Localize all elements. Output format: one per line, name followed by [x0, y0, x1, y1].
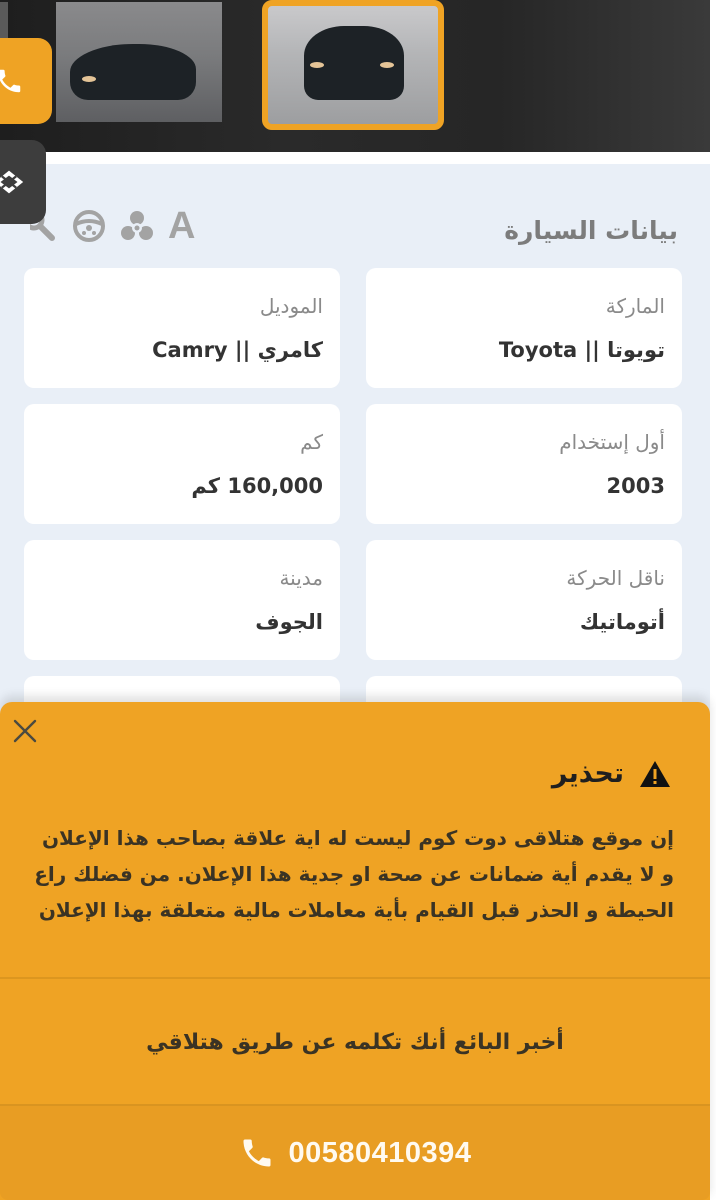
car-headlight [82, 76, 96, 82]
field-label: الماركة [605, 294, 665, 318]
steering-wheel-icon [72, 209, 106, 243]
field-card-model [24, 268, 340, 388]
image-gallery [0, 0, 710, 152]
field-card-first-use [366, 404, 682, 524]
section-title: بيانات السيارة [504, 216, 678, 245]
fan-icon [120, 209, 154, 243]
warning-triangle-icon [638, 759, 672, 789]
field-value: 160,000 كم [191, 474, 323, 498]
close-icon[interactable] [12, 718, 38, 744]
automatic-transmission-icon: A [168, 204, 196, 247]
field-card-city [24, 540, 340, 660]
field-card-brand [366, 268, 682, 388]
field-label: الموديل [259, 294, 323, 318]
field-label: ناقل الحركة [566, 566, 665, 590]
car-headlight [310, 62, 324, 68]
phone-icon [0, 66, 24, 96]
car-image [70, 44, 196, 100]
gallery-thumbnail-side[interactable] [56, 2, 222, 122]
share-icon [0, 165, 26, 199]
field-value: كامري || Camry [152, 338, 323, 362]
tell-seller-note: أخبر البائع أنك تكلمه عن طريق هتلاقي [146, 1029, 564, 1055]
car-headlight [380, 62, 394, 68]
field-card-mileage [24, 404, 340, 524]
field-label: مدينة [279, 566, 323, 590]
share-floating-button[interactable] [0, 140, 46, 224]
field-label: أول إستخدام [559, 430, 665, 454]
phone-icon [239, 1135, 275, 1171]
field-label: كم [300, 430, 323, 454]
field-value: أتوماتيك [579, 610, 665, 634]
warning-title-text: تحذير [551, 758, 624, 789]
call-floating-button[interactable] [0, 38, 52, 124]
warning-sheet [0, 702, 710, 1200]
gallery-thumbnail-selected[interactable] [262, 0, 444, 130]
call-seller-button[interactable] [0, 1106, 710, 1200]
feature-icons [30, 204, 195, 248]
field-value: الجوف [255, 610, 323, 634]
warning-title [552, 758, 672, 789]
field-value: تويوتا || Toyota [498, 338, 665, 362]
warning-message: إن موقع هتلاقى دوت كوم ليست له اية علاقة بصاحب هذا الإعلان و لا يقدم أية ضمانات عن صحة او جدية هذا الإعلان. من فضلك راع الحيطة و الحذر قبل القيام بأية معاملات مالية متعلقة بهذا الإعلان [34, 826, 674, 922]
field-value: 2003 [606, 474, 665, 498]
field-card-transmission [366, 540, 682, 660]
phone-number: 00580410394 [288, 1136, 472, 1169]
